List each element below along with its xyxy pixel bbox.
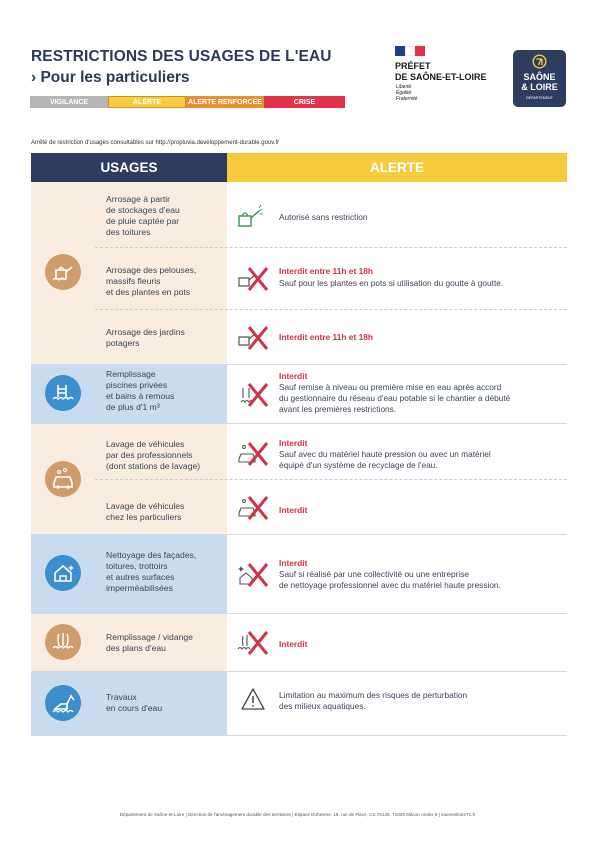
usage-lavage-particuliers: Lavage de véhicules chez les particuliers [106, 501, 185, 522]
pool-icon [45, 375, 81, 411]
alert-row-7 [227, 613, 567, 671]
alert-level-scale [30, 96, 345, 108]
footer: Département de Saône-et-Loire | Direction de l'aménagement durable des territoires | Espace Duhesme, 18, rue de Flacé, CS 70126, 71026 Mâcon cedex 9 | saoneetloire71.fr [119, 812, 476, 817]
republic-motto: Liberté Égalité Fraternité [396, 84, 418, 102]
alert-detail: Autorisé sans restriction [279, 212, 368, 222]
pond-icon [45, 624, 81, 660]
usage-piscines: Remplissage piscines privées et bains à remous de plus d'1 m³ [106, 369, 175, 412]
department-emblem-icon [532, 54, 547, 69]
usage-arrosage-stockage: Arrosage à partir de stockages d'eau de pluie captée par des toitures [106, 194, 180, 237]
car-wash-icon [45, 461, 81, 497]
page-subtitle: › Pour les particuliers [31, 69, 190, 86]
warning-icon [235, 685, 271, 713]
alert-row-2 [227, 309, 567, 364]
alert-status: Interdit [279, 371, 308, 381]
alert-status: Interdit [279, 639, 308, 649]
alert-detail: Limitation au maximum des risques de perturbation des milieux aquatiques. [279, 690, 468, 711]
alert-row-8 [227, 671, 567, 735]
alert-row-4 [227, 423, 567, 479]
restrictions-table [31, 153, 567, 735]
usage-arrosage-potagers: Arrosage des jardins potagers [106, 327, 185, 348]
alert-row-6 [227, 534, 567, 613]
column-header-usages: USAGES [31, 153, 227, 182]
level-alerte-renforcee: ALERTE RENFORCÉE [186, 96, 264, 108]
alert-row-1 [227, 247, 567, 309]
forbidden-car-wash-icon [235, 439, 271, 467]
alert-status: Interdit [279, 558, 308, 568]
watering-can-ok-icon [235, 204, 271, 232]
department-logo: SAÔNE & LOIRE DÉPARTEMENT [513, 50, 566, 107]
alert-status: Interdit entre 11h et 18h [279, 266, 374, 276]
usage-lavage-professionnels: Lavage de véhicules par des professionnels (dont stations de lavage) [106, 439, 201, 471]
alert-status: Interdit [279, 505, 308, 515]
forbidden-pond-icon [235, 628, 271, 656]
column-header-alerte: ALERTE [227, 153, 567, 182]
level-vigilance: VIGILANCE [30, 96, 108, 108]
alert-status: Interdit entre 11h et 18h [279, 332, 374, 342]
alert-row-0 [227, 182, 567, 247]
alert-detail: Sauf remise à niveau ou première mise en eau après accord du gestionnaire du réseau d'eau potable si le chantier a débuté avant les premières restrictions. [279, 382, 511, 414]
forbidden-car-wash-icon [235, 493, 271, 521]
level-crise: CRISE [264, 96, 345, 108]
usage-plans-eau: Remplissage / vidange des plans d'eau [106, 632, 193, 653]
house-cleaning-icon [45, 555, 81, 591]
forbidden-watering-icon [235, 323, 271, 351]
alert-status: Interdit [279, 438, 308, 448]
alert-row-3 [227, 364, 567, 423]
forbidden-cleaning-icon [235, 560, 271, 588]
alert-detail: Sauf si réalisé par une collectivité ou une entreprise de nettoyage professionnel avec du matériel haute pression. [279, 569, 501, 590]
prefecture-name: PRÉFET DE SAÔNE-ET-LOIRE [395, 61, 487, 82]
watering-can-icon [45, 254, 81, 290]
alert-detail: Sauf avec du matériel haute pression ou avec un matériel équipé d'un système de recyclage de l'eau. [279, 449, 491, 470]
republic-flag-icon [395, 46, 425, 56]
alert-row-5 [227, 479, 567, 534]
level-alerte: ALERTE [108, 96, 186, 108]
page-title: RESTRICTIONS DES USAGES DE L'EAU [31, 48, 332, 65]
forbidden-pool-icon [235, 380, 271, 408]
usage-travaux: Travaux en cours d'eau [106, 692, 163, 713]
usage-arrosage-pelouses: Arrosage des pelouses, massifs fleuris et des plantes en pots [106, 265, 197, 297]
excavator-icon [45, 685, 81, 721]
usage-nettoyage: Nettoyage des façades, toitures, trottoirs et autres surfaces imperméabilisées [106, 550, 197, 593]
alert-detail: Sauf pour les plantes en pots si utilisation du goutte à goutte. [279, 278, 504, 288]
reference-link[interactable]: Arrêté de restriction d'usages consultables sur http://propluvia.developpement-durable.gouv.fr [31, 140, 280, 146]
forbidden-watering-icon [235, 264, 271, 292]
